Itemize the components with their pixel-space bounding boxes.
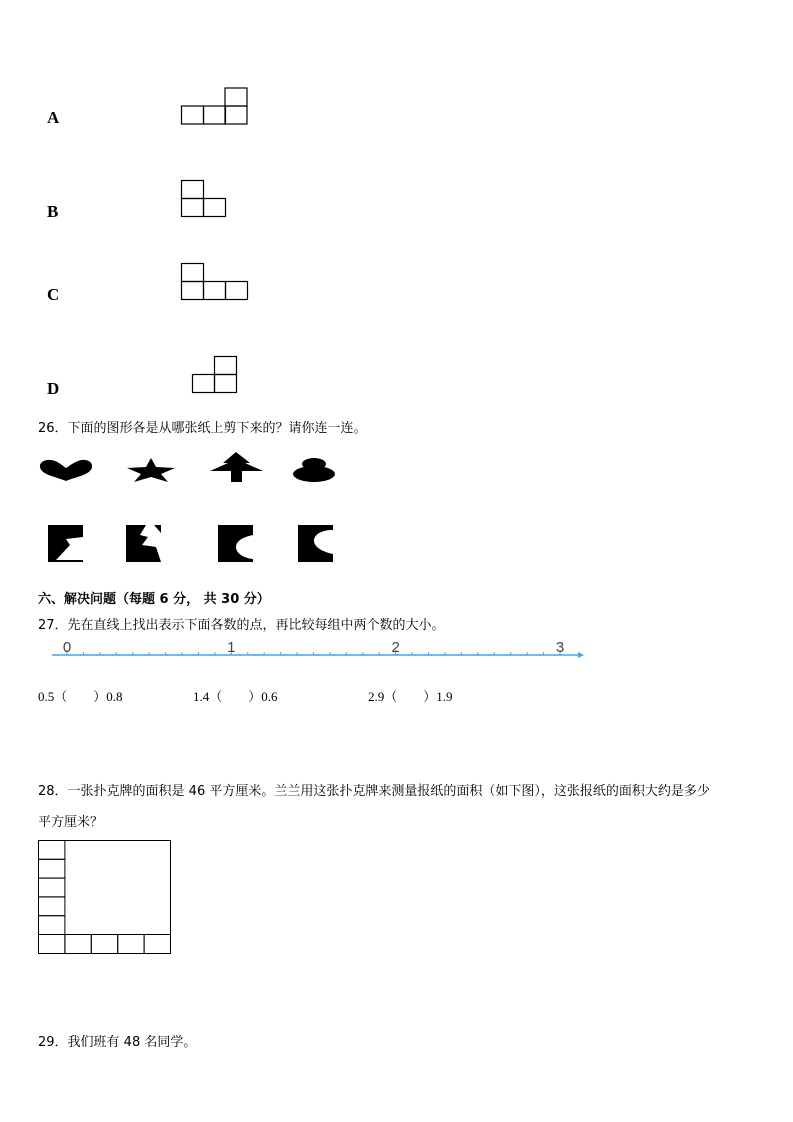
newspaper-card-grid	[38, 840, 172, 955]
option-b-figure	[181, 180, 231, 220]
card-column	[39, 878, 65, 897]
question-29-text: 29．我们班有 48 名同学。	[38, 1035, 197, 1050]
question-27-text: 27．先在直线上找出表示下面各数的点，再比较每组中两个数的大小。	[38, 618, 445, 633]
card-column	[39, 916, 65, 935]
card-column	[39, 859, 65, 878]
comparison-1: 0.5（ ）0.8	[38, 689, 123, 704]
card-row	[91, 935, 117, 954]
option-c-figure	[181, 263, 253, 303]
comparison-3: 2.9（ ）1.9	[368, 689, 453, 704]
question-28-line1: 28．一张扑克牌的面积是 46 平方厘米。兰兰用这张扑克牌来测量报纸的面积（如下图），这张报纸的面积大约是多少	[38, 784, 710, 799]
option-a-figure	[181, 87, 251, 127]
paper-sheet-3	[218, 525, 256, 563]
option-label-b: B	[47, 202, 59, 221]
option-label-d: D	[47, 379, 60, 398]
star-shape-icon	[126, 457, 176, 483]
card-column	[39, 897, 65, 916]
option-label-a: A	[47, 108, 60, 127]
paper-sheet-1	[48, 525, 86, 563]
card-row	[118, 935, 144, 954]
card-row	[144, 935, 170, 954]
option-d-figure	[192, 356, 242, 396]
number-line	[0, 640, 793, 680]
arrow-up-shape-icon	[209, 451, 264, 483]
card-row	[39, 935, 65, 954]
number-line-label: 3	[555, 639, 565, 656]
question-28-line2: 平方厘米？	[38, 815, 104, 830]
number-line-label: 2	[391, 639, 400, 656]
paper-sheet-4	[298, 525, 336, 563]
section-6-title: 六、解决问题（每题 6 分， 共 30 分）	[38, 592, 270, 607]
question-26-text: 26．下面的图形各是从哪张纸上剪下来的？请你连一连。	[38, 421, 367, 436]
paper-sheet-2	[126, 525, 164, 563]
card-column	[39, 841, 65, 860]
number-line-label: 0	[62, 639, 72, 656]
comparison-2: 1.4（ ）0.6	[193, 689, 278, 704]
option-label-c: C	[47, 285, 60, 304]
card-row	[65, 935, 91, 954]
heart-shape-icon	[39, 458, 94, 482]
number-line-arrow-icon	[578, 652, 584, 658]
mushroom-shape-icon	[292, 457, 337, 483]
number-line-label: 1	[227, 639, 236, 656]
